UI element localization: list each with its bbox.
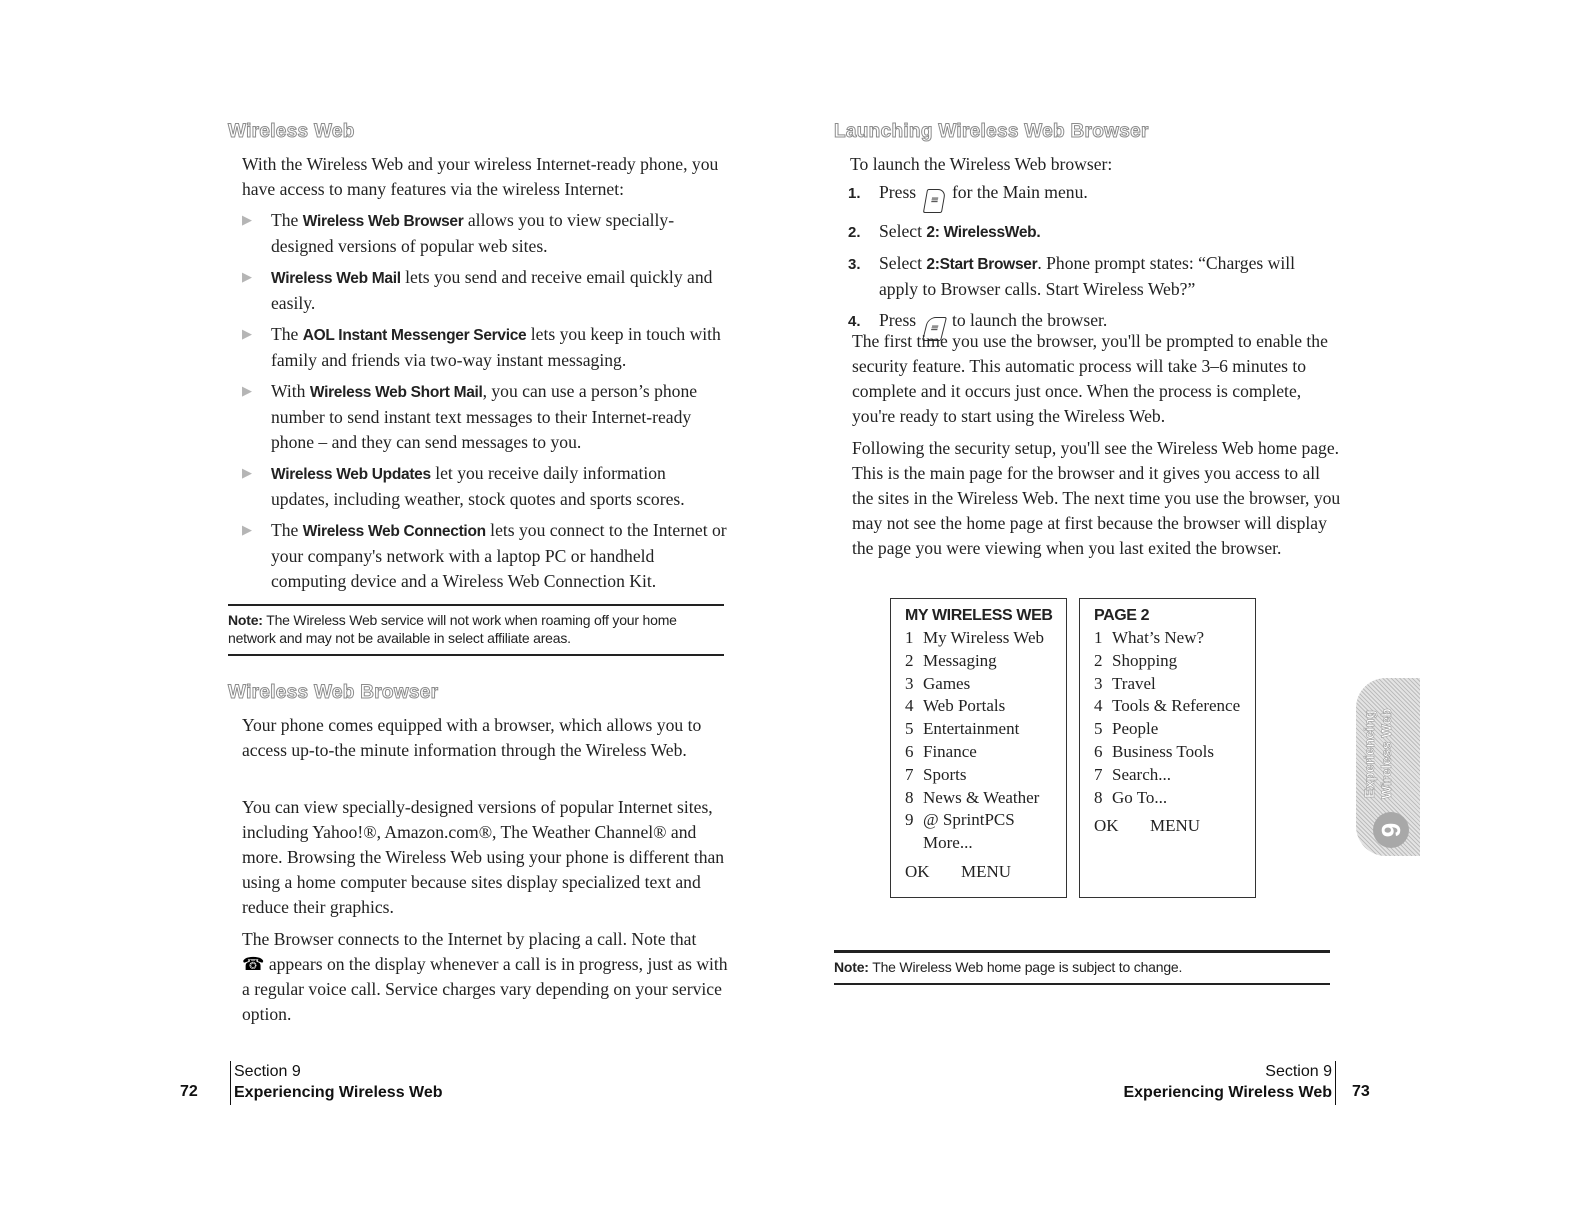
screen-menu-item: 1 My Wireless Web	[905, 628, 1045, 647]
list-item: ▶︎ Wireless Web Updates let you receive daily information updates, including weather, stock quotes and sports scores.	[242, 463, 685, 509]
launch-steps	[848, 180, 1338, 347]
list-item: 4. Press ≡ to launch the browser.	[848, 308, 1338, 341]
section-tab-label: Experiencing Wireless Web	[1361, 708, 1394, 800]
screen-menu-item: 9 @ SprintPCS	[905, 810, 1015, 830]
screen-menu-item: 4 Tools & Reference	[1094, 696, 1241, 716]
screen-menu-item: 2 Messaging	[905, 650, 997, 670]
bullet-arrow-icon: ▶︎	[242, 466, 252, 481]
screen-menu-item: 3 Travel	[1094, 673, 1156, 693]
list-item: 1. Press ≡ for the Main menu.	[848, 180, 1338, 213]
screen-menu-item: 7 Search...	[1094, 764, 1172, 784]
phone-screen-page-2: PAGE 2 1 What’s New? 2 Shopping 3 Travel 4 Tools & Reference 5 People 6 Business Tools 7 Search... 8 Go To... OK MENU	[1079, 598, 1256, 898]
browser-paragraph-2: You can view specially-designed versions of popular Internet sites, including Yahoo!®, Amazon.com®, The Weather Channel® and more. Browsing the Wireless Web using your phone is different than using a home computer because sites display specialized text and reduce their graphics.	[242, 797, 725, 917]
screen-menu-item: 4 Web Portals	[905, 696, 1006, 716]
screen-menu-item: 3 Games	[905, 673, 971, 693]
list-item: 3. Select 2:Start Browser. Phone prompt states: “Charges will apply to Browser calls. Start Wireless Web?”	[848, 253, 1296, 299]
screen-menu-item: 6 Finance	[905, 741, 977, 761]
section-heading-wireless-web-browser: Wireless Web Browser	[228, 682, 439, 703]
page-number-left: 72	[180, 1083, 198, 1100]
section-heading-launching: Launching Wireless Web Browser	[834, 121, 1149, 142]
screen-menu-item: 2 Shopping	[1094, 650, 1178, 670]
feature-list	[242, 208, 728, 600]
left-footer: Section 9 Experiencing Wireless Web	[230, 1061, 443, 1105]
list-item: ▶︎ The Wireless Web Browser allows you to view specially-designed versions of popular web sites.	[242, 210, 675, 256]
screen-menu-item: 7 Sports	[905, 764, 967, 784]
phone-screen-my-wireless-web: MY WIRELESS WEB 1 My Wireless Web 2 Messaging 3 Games 4 Web Portals 5 Entertainment 6 Finance 7 Sports 8 News & Weather 9 @ SprintPCS More... OK MENU	[890, 598, 1067, 898]
bullet-arrow-icon: ▶︎	[242, 327, 252, 342]
browser-paragraph-1: Your phone comes equipped with a browser, which allows you to access up-to-the minute information through the Wireless Web.	[242, 715, 702, 760]
screen-softkeys: OK MENU	[905, 861, 1012, 881]
security-paragraph: The first time you use the browser, you'll be prompted to enable the security feature. This automatic process will take 3–6 minutes to complete and it occurs just once. When the process is complete, you're ready to start using the Wireless Web.	[852, 331, 1328, 426]
screen-softkeys: OK MENU	[1094, 816, 1201, 836]
home-page-paragraph: Following the security setup, you'll see the Wireless Web home page. This is the main page for the browser and it gives you access to all the sites in the Wireless Web. The next time you use the browser, you may not see the home page at first because the browser will display the page you were viewing when you last exited the browser.	[852, 438, 1341, 558]
bullet-arrow-icon: ▶︎	[242, 523, 252, 538]
phone-handset-icon: ☎︎	[242, 954, 265, 975]
note-home-page: Note: The Wireless Web home page is subject to change.	[834, 950, 1330, 985]
list-item: ▶︎ Wireless Web Mail lets you send and receive email quickly and easily.	[242, 267, 713, 313]
list-item: ▶︎ The Wireless Web Connection lets you connect to the Internet or your company's network with a laptop PC or handheld computing device and a Wireless Web Connection Kit.	[242, 520, 727, 591]
menu-key-icon: ≡	[922, 189, 945, 213]
launch-intro: To launch the Wireless Web browser:	[850, 154, 1113, 174]
browser-paragraph-3: The Browser connects to the Internet by placing a call. Note that ☎︎ appears on the display whenever a call is in progress, just as with a regular voice call. Service charges vary depending on your service option.	[242, 929, 728, 1024]
bullet-arrow-icon: ▶︎	[242, 213, 252, 228]
list-item: ▶︎ With Wireless Web Short Mail, you can use a person’s phone number to send instant text messages to their Internet-ready phone – and they can send messages to you.	[242, 381, 698, 452]
list-item: ▶︎ The AOL Instant Messenger Service lets you keep in touch with family and friends via two-way instant messaging.	[242, 324, 721, 370]
ok-key-icon: ≡	[922, 317, 947, 341]
section-heading-wireless-web: Wireless Web	[228, 121, 355, 142]
screen-menu-item: 1 What’s New?	[1094, 628, 1205, 647]
screen-menu-item: 8 Go To...	[1094, 787, 1168, 807]
bullet-arrow-icon: ▶︎	[242, 270, 252, 285]
right-footer: Section 9 Experiencing Wireless Web	[1080, 1061, 1336, 1105]
intro-paragraph: With the Wireless Web and your wireless Internet-ready phone, you have access to many features via the wireless Internet:	[242, 154, 719, 199]
note-roaming: Note: The Wireless Web service will not work when roaming off your home network and may not be available in select affiliate areas.	[228, 604, 724, 656]
screen-menu-item: 8 News & Weather	[905, 787, 1040, 807]
screen-menu-item: 5 People	[1094, 719, 1159, 739]
screen-menu-item: 6 Business Tools	[1094, 741, 1214, 761]
screen-more-item: More...	[923, 833, 973, 853]
list-item: 2. Select 2: WirelessWeb.	[848, 221, 1041, 241]
screen-menu-item: 5 Entertainment	[905, 719, 1020, 739]
section-tab-number: 9	[1373, 812, 1409, 848]
bullet-arrow-icon: ▶︎	[242, 384, 252, 399]
page-number-right: 73	[1352, 1083, 1370, 1100]
